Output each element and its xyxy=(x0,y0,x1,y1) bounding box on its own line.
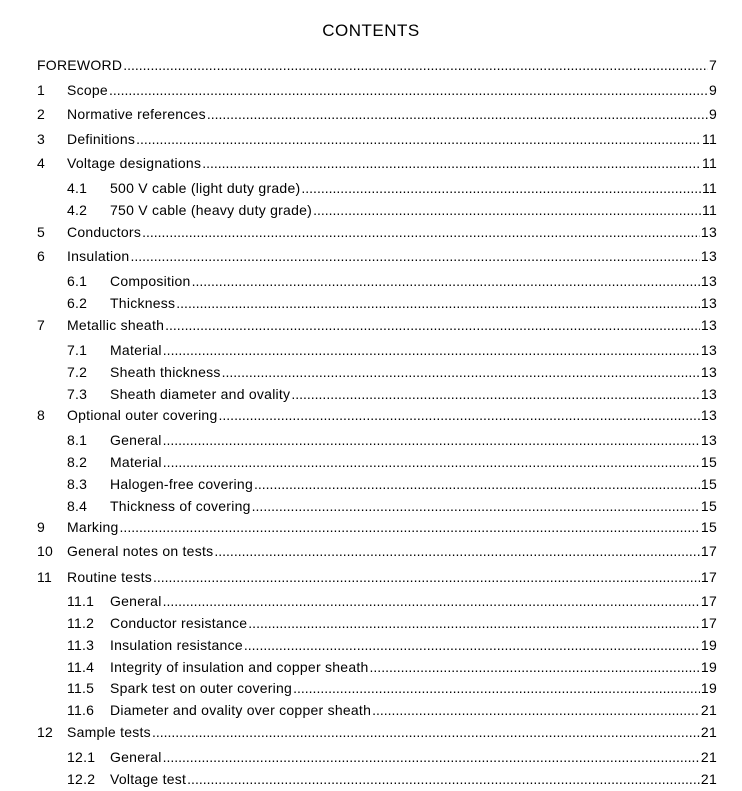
toc-entry[interactable] xyxy=(37,519,717,536)
page-title: CONTENTS xyxy=(322,21,420,40)
toc-entry[interactable] xyxy=(67,432,717,449)
toc-entry-number: 4.2 xyxy=(67,202,88,218)
toc-entry[interactable] xyxy=(37,82,717,99)
toc-dot-leader xyxy=(163,342,700,359)
toc-entry[interactable] xyxy=(37,106,717,123)
toc-dot-leader xyxy=(293,680,700,697)
toc-dot-leader xyxy=(163,593,700,610)
toc-entry-number: 5 xyxy=(37,224,46,240)
toc-dot-leader xyxy=(301,180,701,197)
toc-entry-page-number: 17 xyxy=(700,569,717,585)
toc-entry-page-number: 21 xyxy=(700,724,717,740)
toc-dot-leader xyxy=(120,519,700,536)
toc-entry-page-number: 15 xyxy=(700,498,717,514)
toc-entry[interactable] xyxy=(37,131,717,148)
toc-entry-number: 11.5 xyxy=(67,680,95,696)
toc-entry-number: 12.1 xyxy=(67,749,96,765)
toc-entry[interactable] xyxy=(37,569,717,586)
toc-entry-number: 3 xyxy=(37,131,46,147)
toc-dot-leader xyxy=(372,702,700,719)
toc-entry[interactable] xyxy=(37,155,717,172)
toc-entry-page-number: 11 xyxy=(701,131,717,147)
toc-entry[interactable] xyxy=(37,724,717,741)
toc-dot-leader xyxy=(248,615,700,632)
toc-entry-page-number: 13 xyxy=(700,364,717,380)
toc-dot-leader xyxy=(370,659,700,676)
toc-dot-leader xyxy=(219,407,700,424)
toc-entry-page-number: 13 xyxy=(700,317,717,333)
toc-entry-number: 8.2 xyxy=(67,454,88,470)
toc-dot-leader xyxy=(142,224,700,241)
toc-dot-leader xyxy=(163,749,700,766)
toc-dot-leader xyxy=(254,476,700,493)
toc-entry[interactable] xyxy=(67,454,717,471)
toc-entry-label: Thickness xyxy=(110,295,176,311)
toc-entry-page-number: 9 xyxy=(708,82,717,98)
toc-entry-page-number: 21 xyxy=(700,771,717,787)
toc-entry[interactable] xyxy=(37,543,717,560)
toc-entry-label: Material xyxy=(110,342,162,358)
toc-entry-number: 7.2 xyxy=(67,364,88,380)
toc-entry-number: 11.4 xyxy=(67,659,95,675)
toc-entry-label: Integrity of insulation and copper sheath xyxy=(110,659,369,675)
toc-entry[interactable] xyxy=(67,702,717,719)
toc-entry-label: FOREWORD xyxy=(37,57,123,73)
toc-entry-page-number: 19 xyxy=(700,680,717,696)
toc-dot-leader xyxy=(244,637,700,654)
toc-entry-label: Marking xyxy=(67,519,119,535)
toc-entry-number: 7 xyxy=(37,317,46,333)
toc-dot-leader xyxy=(313,202,701,219)
toc-entry-number: 1 xyxy=(37,82,46,98)
toc-entry-number: 2 xyxy=(37,106,46,122)
toc-entry-label: General xyxy=(110,749,162,765)
toc-dot-leader xyxy=(163,454,700,471)
toc-entry-number: 4 xyxy=(37,155,46,171)
toc-entry[interactable] xyxy=(67,202,717,219)
toc-entry-page-number: 15 xyxy=(700,454,717,470)
toc-entry-page-number: 19 xyxy=(700,659,717,675)
toc-dot-leader xyxy=(130,248,699,265)
toc-entry[interactable] xyxy=(67,680,717,697)
toc-entry-number: 8 xyxy=(37,407,46,423)
toc-entry-label: Insulation resistance xyxy=(110,637,243,653)
toc-dot-leader xyxy=(207,106,708,123)
toc-entry-label: Composition xyxy=(110,273,191,289)
toc-entry-label: Normative references xyxy=(67,106,206,122)
toc-entry-label: Insulation xyxy=(67,248,130,264)
toc-entry-number: 4.1 xyxy=(67,180,88,196)
toc-entry-number: 10 xyxy=(37,543,54,559)
toc-dot-leader xyxy=(136,131,701,148)
toc-entry-number: 11.6 xyxy=(67,702,95,718)
toc-entry[interactable] xyxy=(67,615,717,632)
toc-entry-number: 8.3 xyxy=(67,476,88,492)
toc-entry-label: Optional outer covering xyxy=(67,407,218,423)
toc-dot-leader xyxy=(252,498,700,515)
toc-entry[interactable] xyxy=(37,224,717,241)
toc-entry-number: 7.1 xyxy=(67,342,88,358)
toc-entry-number: 9 xyxy=(37,519,46,535)
toc-entry-page-number: 19 xyxy=(700,637,717,653)
toc-entry[interactable] xyxy=(37,317,717,334)
toc-entry-page-number: 15 xyxy=(700,519,717,535)
toc-dot-leader xyxy=(187,771,700,788)
toc-entry[interactable] xyxy=(67,273,717,290)
toc-entry[interactable] xyxy=(67,593,717,610)
toc-entry[interactable] xyxy=(67,659,717,676)
toc-entry[interactable] xyxy=(67,498,717,515)
toc-entry-page-number: 13 xyxy=(700,407,717,423)
toc-entry-page-number: 11 xyxy=(701,180,717,196)
toc-entry-number: 6 xyxy=(37,248,46,264)
toc-entry-page-number: 7 xyxy=(708,57,717,73)
toc-entry-label: Conductors xyxy=(67,224,142,240)
toc-entry-number: 11.1 xyxy=(67,593,95,609)
toc-entry-page-number: 13 xyxy=(700,273,717,289)
toc-entry[interactable] xyxy=(67,342,717,359)
toc-entry-label: Conductor resistance xyxy=(110,615,248,631)
toc-entry-label: General notes on tests xyxy=(67,543,214,559)
toc-entry-label: Voltage designations xyxy=(67,155,202,171)
toc-entry-page-number: 15 xyxy=(700,476,717,492)
toc-entry-page-number: 11 xyxy=(701,202,717,218)
toc-entry-label: Sample tests xyxy=(67,724,151,740)
toc-dot-leader xyxy=(165,317,700,334)
toc-entry-number: 6.2 xyxy=(67,295,88,311)
toc-entry-label: Definitions xyxy=(67,131,136,147)
toc-entry-label: Thickness of covering xyxy=(110,498,251,514)
toc-entry[interactable] xyxy=(67,180,717,197)
toc-entry-number: 7.3 xyxy=(67,386,88,402)
toc-entry-page-number: 17 xyxy=(700,593,717,609)
toc-entry-label: Routine tests xyxy=(67,569,152,585)
toc-entry-page-number: 11 xyxy=(701,155,717,171)
toc-dot-leader xyxy=(214,543,700,560)
toc-dot-leader xyxy=(163,432,700,449)
toc-entry-label: 750 V cable (heavy duty grade) xyxy=(110,202,313,218)
toc-entry-page-number: 13 xyxy=(700,342,717,358)
toc-entry-page-number: 13 xyxy=(700,295,717,311)
toc-entry-label: General xyxy=(110,432,162,448)
toc-entry-number: 11 xyxy=(37,569,53,585)
toc-dot-leader xyxy=(222,364,700,381)
toc-entry-page-number: 21 xyxy=(700,749,717,765)
toc-entry[interactable] xyxy=(67,749,717,766)
toc-entry-label: 500 V cable (light duty grade) xyxy=(110,180,301,196)
toc-entry[interactable] xyxy=(67,295,717,312)
toc-entry-number: 11.3 xyxy=(67,637,95,653)
toc-dot-leader xyxy=(152,724,700,741)
toc-entry[interactable] xyxy=(67,364,717,381)
toc-entry-label: Diameter and ovality over copper sheath xyxy=(110,702,372,718)
toc-entry-label: Sheath thickness xyxy=(110,364,221,380)
toc-entry-label: Spark test on outer covering xyxy=(110,680,293,696)
toc-entry-label: Halogen-free covering xyxy=(110,476,253,492)
toc-dot-leader xyxy=(291,386,700,403)
toc-entry-page-number: 17 xyxy=(700,543,717,559)
toc-dot-leader xyxy=(153,569,700,586)
toc-entry-label: Scope xyxy=(67,82,108,98)
toc-entry-page-number: 13 xyxy=(700,248,717,264)
toc-entry[interactable] xyxy=(37,407,717,424)
toc-entry-label: Material xyxy=(110,454,162,470)
toc-entry-number: 8.1 xyxy=(67,432,88,448)
toc-entry-page-number: 21 xyxy=(700,702,717,718)
toc-entry-label: Voltage test xyxy=(110,771,187,787)
toc-entry-page-number: 13 xyxy=(700,386,717,402)
toc-entry-page-number: 9 xyxy=(708,106,717,122)
toc-dot-leader xyxy=(123,57,708,74)
toc-entry-number: 11.2 xyxy=(67,615,95,631)
toc-entry-number: 6.1 xyxy=(67,273,88,289)
toc-entry[interactable] xyxy=(67,771,717,788)
toc-entry-label: General xyxy=(110,593,162,609)
toc-entry-page-number: 13 xyxy=(700,432,717,448)
toc-entry-number: 8.4 xyxy=(67,498,88,514)
toc-entry-number: 12.2 xyxy=(67,771,96,787)
toc-dot-leader xyxy=(109,82,708,99)
toc-entry[interactable] xyxy=(67,637,717,654)
toc-dot-leader xyxy=(202,155,701,172)
toc-entry-label: Sheath diameter and ovality xyxy=(110,386,291,402)
toc-entry-page-number: 13 xyxy=(700,224,717,240)
toc-entry-label: Metallic sheath xyxy=(67,317,165,333)
toc-entry-number: 12 xyxy=(37,724,54,740)
toc-entry-page-number: 17 xyxy=(700,615,717,631)
toc-entry[interactable] xyxy=(67,476,717,493)
toc-dot-leader xyxy=(176,295,700,312)
toc-entry[interactable] xyxy=(37,248,717,265)
toc-entry[interactable] xyxy=(37,57,717,74)
toc-entry[interactable] xyxy=(67,386,717,403)
toc-dot-leader xyxy=(192,273,700,290)
